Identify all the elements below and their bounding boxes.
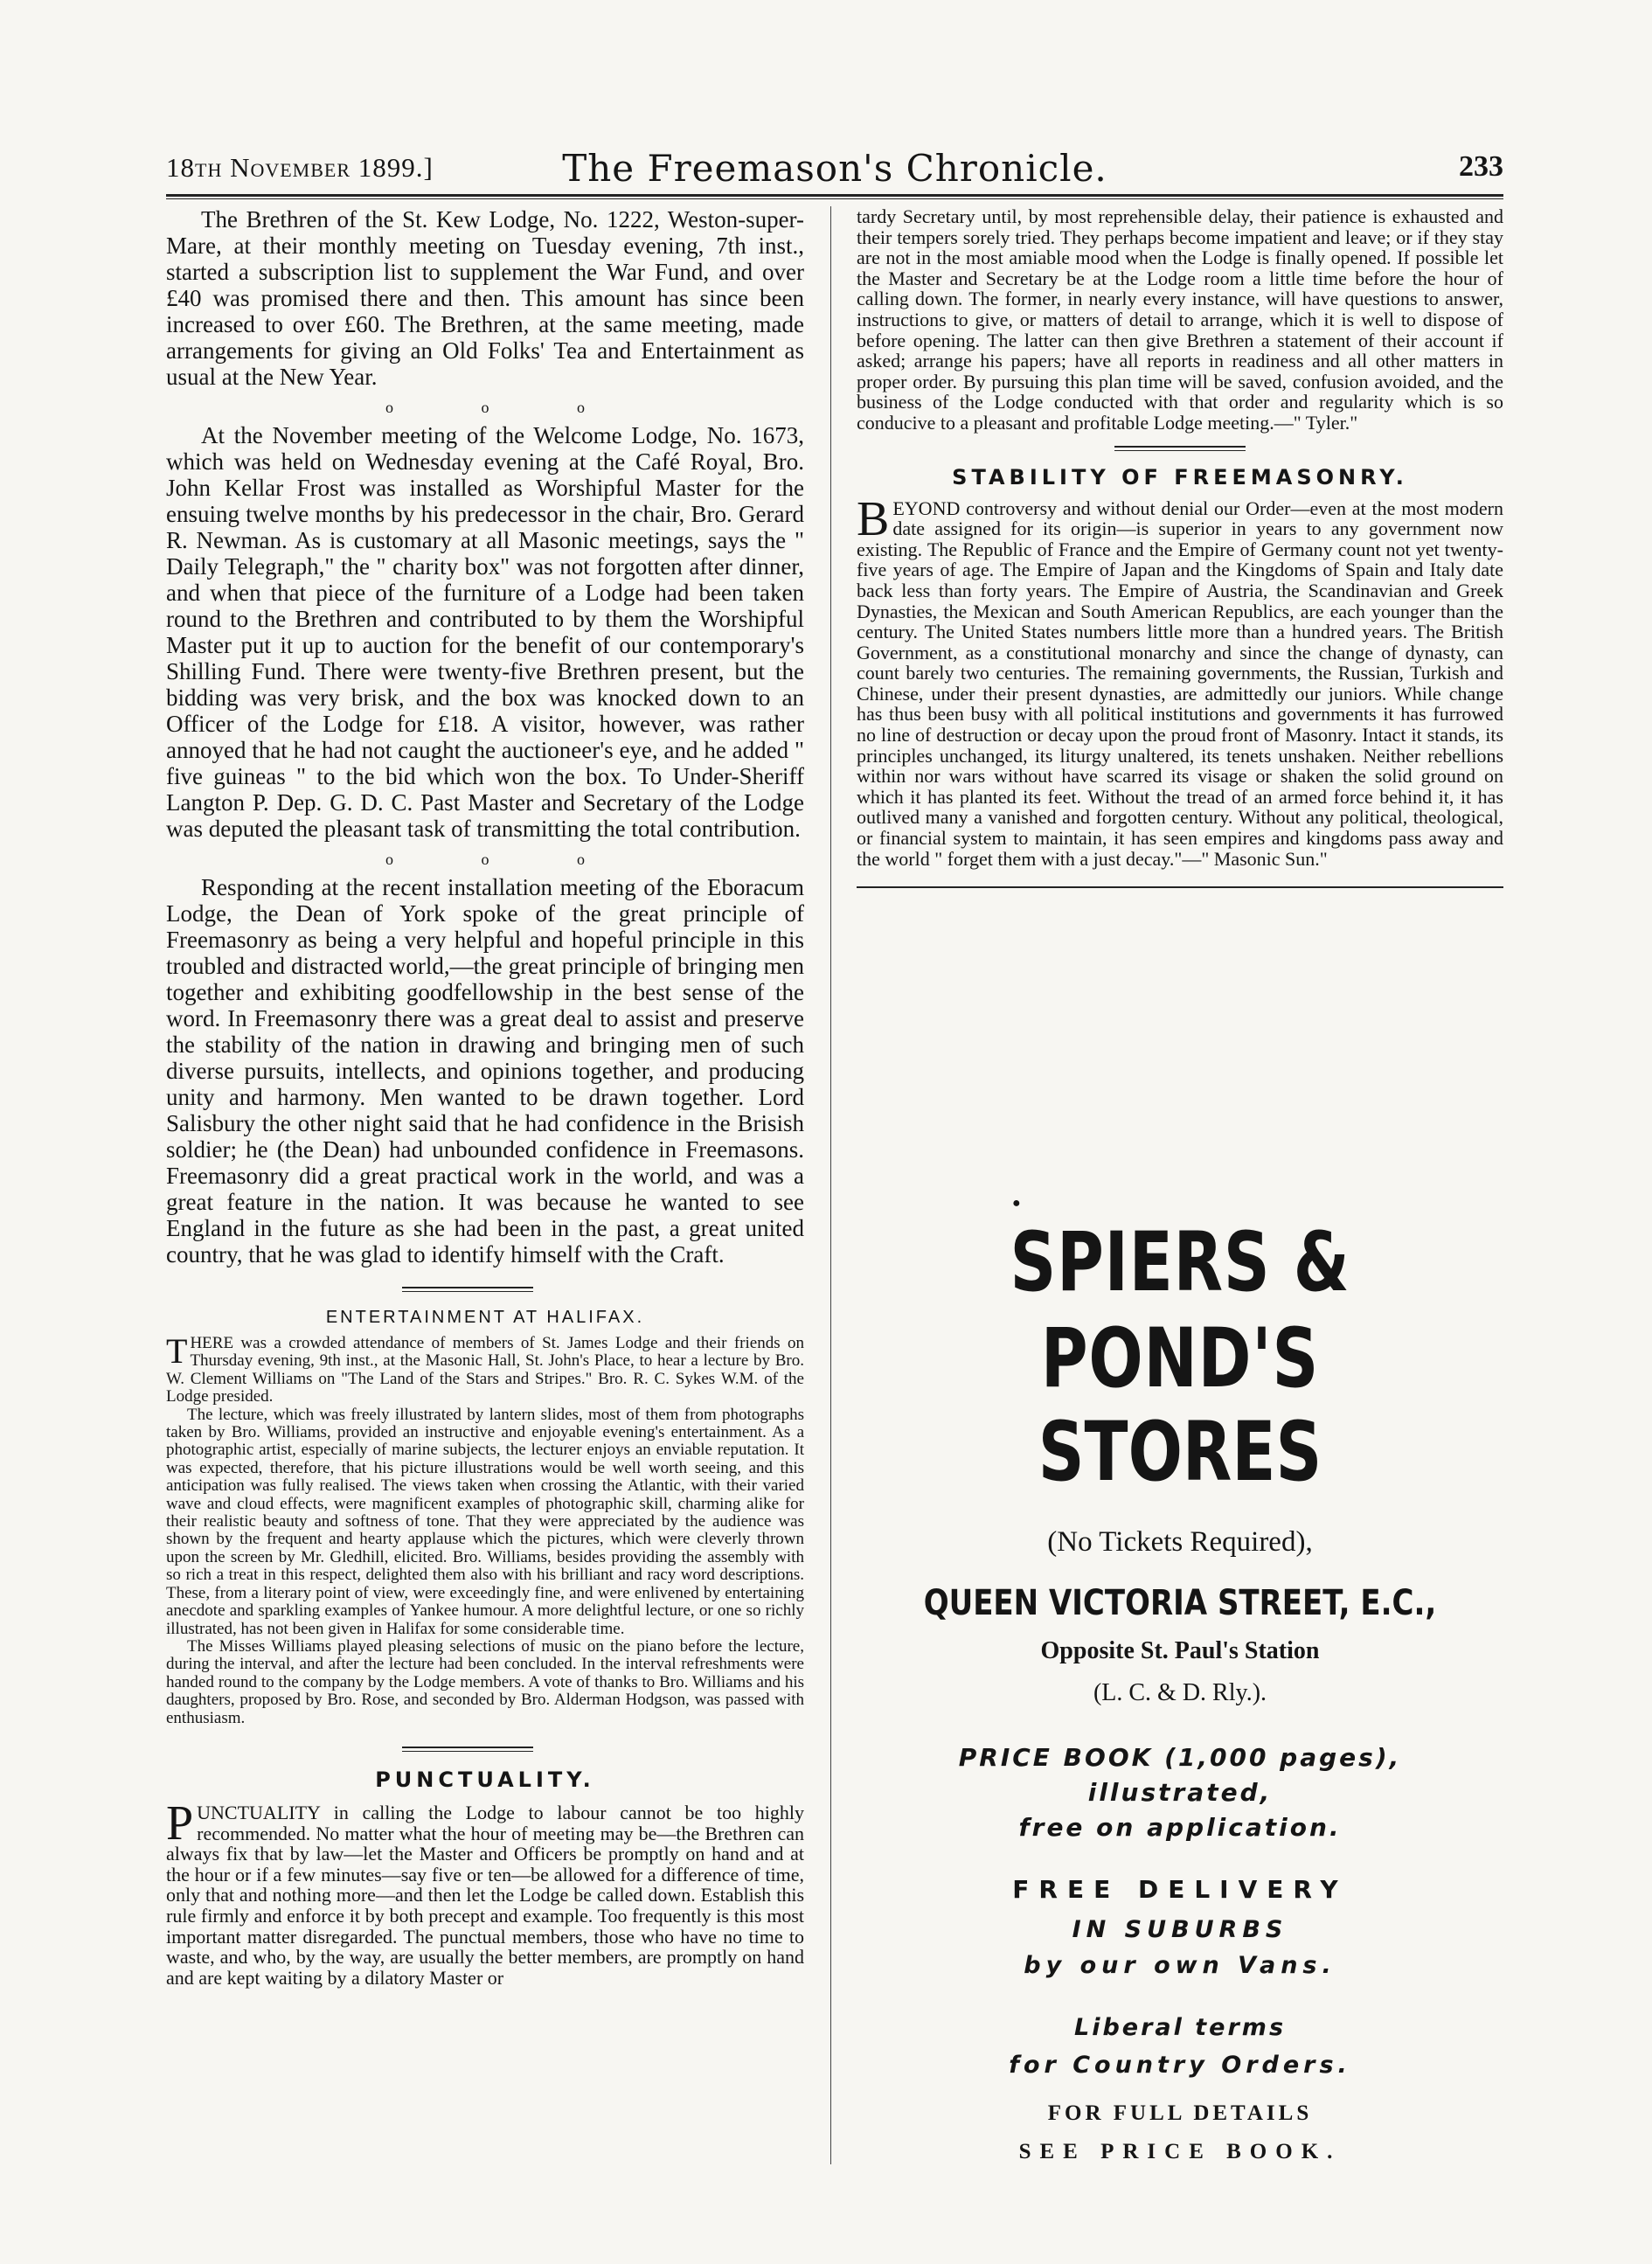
separator-dots: o o o [385, 851, 627, 868]
news-items [166, 206, 804, 1267]
section-rule [857, 886, 1503, 888]
ad-price-book: PRICE BOOK (1,000 pages), [958, 1743, 1402, 1772]
ad-no-tickets: (No Tickets Required), [1047, 1526, 1313, 1558]
ad-opposite: Opposite St. Paul's Station [1040, 1637, 1320, 1664]
stability-paragraph: BEYOND controversy and without denial our Order—even at the most modern date assigned for its origin—is superior in years to any government now existing. The Republic of France and the Empire of Germany count not yet twenty-five years of age. The Empire of Japan and the Kingdoms of Spain and Italy date back less than forty years. The Empire of Austria, the Scandinavian and Greek Dynasties, the Mexican and South American Republics, are each younger than the century. The United States numbers little more than a hundred years. The British Government, as a constitutional monarchy and since the change of dynasty, can count barely two centuries. The remaining governments, the Russian, Turkish and Chinese, under their present dynasties, are admittedly our juniors. While change has thus been busy with all political institutions and governments it has furrowed no line of destruction or decay upon the proud front of Masonry. Intact it stands, its principles unchanged, its liturgy unaltered, its tenets unshaken. Neither rebellions within nor wars without have scarred its visage or shaken the solid ground on which it has planted its feet. Without the tread of an armed force behind it, it has outlived many a vanished and forgotten century. Without any political, theological, or financial system to maintain, it has seen empires and kingdoms pass away and the world " forget them with a just decay."—" Masonic Sun." [857, 491, 1503, 870]
punctuality-article [166, 1795, 804, 1989]
eboracum-lodge-paragraph: Responding at the recent installation meeting of the Eboracum Lodge, the Dean of York spoke of the great principle of Freemasonry as being a very helpful and hopeful principle in this troubled and distracted world,—the great principle of bringing men together and exhibiting goodfellowship in the best sense of the word. In Freemasonry there was a great deal to assist and preserve the stability of the nation in drawing and bringing men of such diverse pursuits, intellects, and opinions together, and producing unity and harmony. Men wanted to be drawn together. Lord Salisbury the other night said that he had confidence in the Brisish soldier; he (the Dean) had unbounded confidence in Freemasons. Freemasonry did a great practical work in the world, and was a great feature in the nation. It was because he wanted to see England in the future as she had been in the past, a great united country, that he was glad to identify himself with the Craft. [166, 874, 804, 1267]
spiers-pond-advertisement [857, 1215, 1503, 2164]
drop-cap: T [166, 1331, 188, 1371]
halifax-paragraph-2: The lecture, which was freely illustrated by lantern slides, most of them from photographs taken by Bro. Williams, provided an instructive and enjoyable evening's entertainment. As a photographic artist, especially of marine subjects, the lecturer enjoys an enviable reputation. It was expected, therefore, that his picture illustrations would be well worth seeing, and this anticipation was fully realised. The views taken when crossing the Atlantic, with their varied wave and cloud effects, were magnificent examples of photographic skill, charming alike for their realistic beauty and softness of tone. That they were appreciated by the audience was shown by the frequent and hearty applause which the pictures, which were cleverly thrown upon the screen by Mr. Gledhill, elicited. Bro. Williams, besides providing the assembly with so rich a treat in this respect, delighted them also with his brilliant and racy word descriptions. These, from a literary point of view, were exceedingly fine, and were enlivened by entertaining anecdote and sparkling examples of Yankee humour. A more delightful lecture, or one so richly illustrated, has not been given in Halifax for some considerable time. [166, 1405, 804, 1638]
issue-date: 18th November 1899.] [166, 152, 434, 183]
left-column [166, 206, 804, 1988]
ad-suburbs: IN SUBURBS [1072, 1916, 1288, 1943]
st-kew-lodge-paragraph: The Brethren of the St. Kew Lodge, No. 1222, Weston-super-Mare, at their monthly meeting on Tuesday evening, 7th inst., started a subscription list to supplement the War Fund, and over £40 was promised there and then. This amount has since been increased to over £60. The Brethren, at the same meeting, made arrangements for giving an Old Folks' Tea and Entertainment as usual at the New Year. [166, 206, 804, 390]
stability-heading: STABILITY OF FREEMASONRY. [952, 464, 1408, 490]
right-column [857, 206, 1503, 888]
drop-cap: B [857, 491, 890, 546]
punctuality-heading: PUNCTUALITY. [375, 1767, 595, 1792]
ad-see-price-book: SEE PRICE BOOK. [1018, 2140, 1342, 2163]
page-header [166, 149, 1503, 191]
welcome-lodge-paragraph: At the November meeting of the Welcome Lodge, No. 1673, which was held on Wednesday evening at the Café Royal, Bro. John Kellar Frost was installed as Worshipful Master for the ensuing twelve months by his predecessor in the chair, Bro. Gerard R. Newman. As is customary at all Masonic meetings, says the " Daily Telegraph," the " charity box" was not forgotten after dinner, and when that piece of the furniture of a Lodge had been taken round to the Brethren and contributed to by them the Worshipful Master put it up to auction for the benefit of our contemporary's Shilling Fund. There were twenty-five Brethren present, but the bidding was very brisk, and the box was knocked down to an Officer of the Lodge for £18. A visitor, however, was rather annoyed that he had not caught the auctioneer's eye, and he added " five guineas " to the bid which won the box. To Under-Sheriff Langton P. Dep. G. D. C. Past Master and Secretary of the Lodge was deputed the pleasant task of transmitting the total contribution. [166, 422, 804, 842]
ad-vans: by our own Vans. [1024, 1952, 1336, 1979]
punctuality-paragraph: PUNCTUALITY in calling the Lodge to labour cannot be too highly recommended. No matter what the hour of meeting may be—the Brethren can always fix that by law—let the Master and Officers be promptly on hand and at the hour or if a few minutes—say five or ten—be allowed for a difference of time, only that and nothing more—and then let the Lodge be called down. Establish this rule firmly and enforce it by both precept and example. Too frequently is this most important matter disregarded. The punctual members, those who have no time to waste, and who, by the way, are usually the better members, are promptly on hand and are kept waiting by a dilatory Master or [166, 1795, 804, 1989]
halifax-article [166, 1331, 804, 1727]
punctuality-continued-paragraph: tardy Secretary until, by most reprehensible delay, their patience is exhausted and their tempers sorely tried. They perhaps become impatient and leave; or if they stay are not in the most amiable mood when the Lodge is finally opened. If possible let the Master and Secretary be at the Lodge room a little time before the hour of calling down. The former, in nearly every instance, will have questions to answer, instructions to give, or matters of detail to arrange, which it is well to dispose of before opening. The latter can then give Brethren a statement of their account if asked; arrange his papers; have all reports in readiness and all other matters in proper order. By pursuing this plan time will be saved, confusion avoided, and the business of the Lodge conducted with that order and regularity which is so conducive to a pleasant and profitable Lodge meeting.—" Tyler." [857, 205, 1503, 434]
ad-title-line-2: STORES [1038, 1405, 1322, 1500]
short-rule [402, 1287, 533, 1292]
stability-article [857, 491, 1503, 870]
ad-railway: (L. C. & D. Rly.). [1093, 1679, 1267, 1706]
ad-title-line-1: SPIERS & POND'S [1010, 1215, 1350, 1406]
ad-street: QUEEN VICTORIA STREET, E.C., [923, 1583, 1437, 1623]
short-rule [1114, 446, 1246, 451]
column-divider [830, 206, 831, 2164]
ad-free-delivery: FREE DELIVERY [1012, 1875, 1348, 1904]
ad-liberal-terms: Liberal terms [1073, 2014, 1287, 2041]
halifax-heading: ENTERTAINMENT AT HALIFAX. [325, 1308, 645, 1327]
bullet-mark: ● [1012, 1196, 1021, 1211]
masthead-title: The Freemason's Chronicle. [562, 147, 1107, 190]
ad-full-details: FOR FULL DETAILS [1047, 2101, 1313, 2125]
ad-free-application: free on application. [1018, 1813, 1342, 1842]
separator-dots: o o o [385, 399, 627, 416]
ad-country-orders: for Country Orders. [1009, 2052, 1351, 2079]
halifax-paragraph-1: THERE was a crowded attendance of members of St. James Lodge and their friends on Thursday evening, 9th inst., at the Masonic Hall, St. John's Place, to hear a lecture by Bro. W. Clement Williams on "The Land of the Stars and Stripes." Bro. R. C. Sykes W.M. of the Lodge presided. [166, 1331, 804, 1406]
halifax-paragraph-3: The Misses Williams played pleasing selections of music on the piano before the lecture, during the interval, and after the lecture had been concluded. In the interval refreshments were handed round to the company by the Lodge members. A vote of thanks to Bro. Williams and his daughters, proposed by Bro. Rose, and seconded by Bro. Alderman Hodgson, was passed with enthusiasm. [166, 1636, 804, 1727]
header-rule [166, 194, 1503, 199]
punctuality-continued [857, 206, 1503, 434]
ad-illustrated: illustrated, [1087, 1778, 1273, 1807]
short-rule [402, 1747, 533, 1752]
drop-cap: P [166, 1795, 194, 1851]
page-number: 233 [1459, 150, 1503, 183]
